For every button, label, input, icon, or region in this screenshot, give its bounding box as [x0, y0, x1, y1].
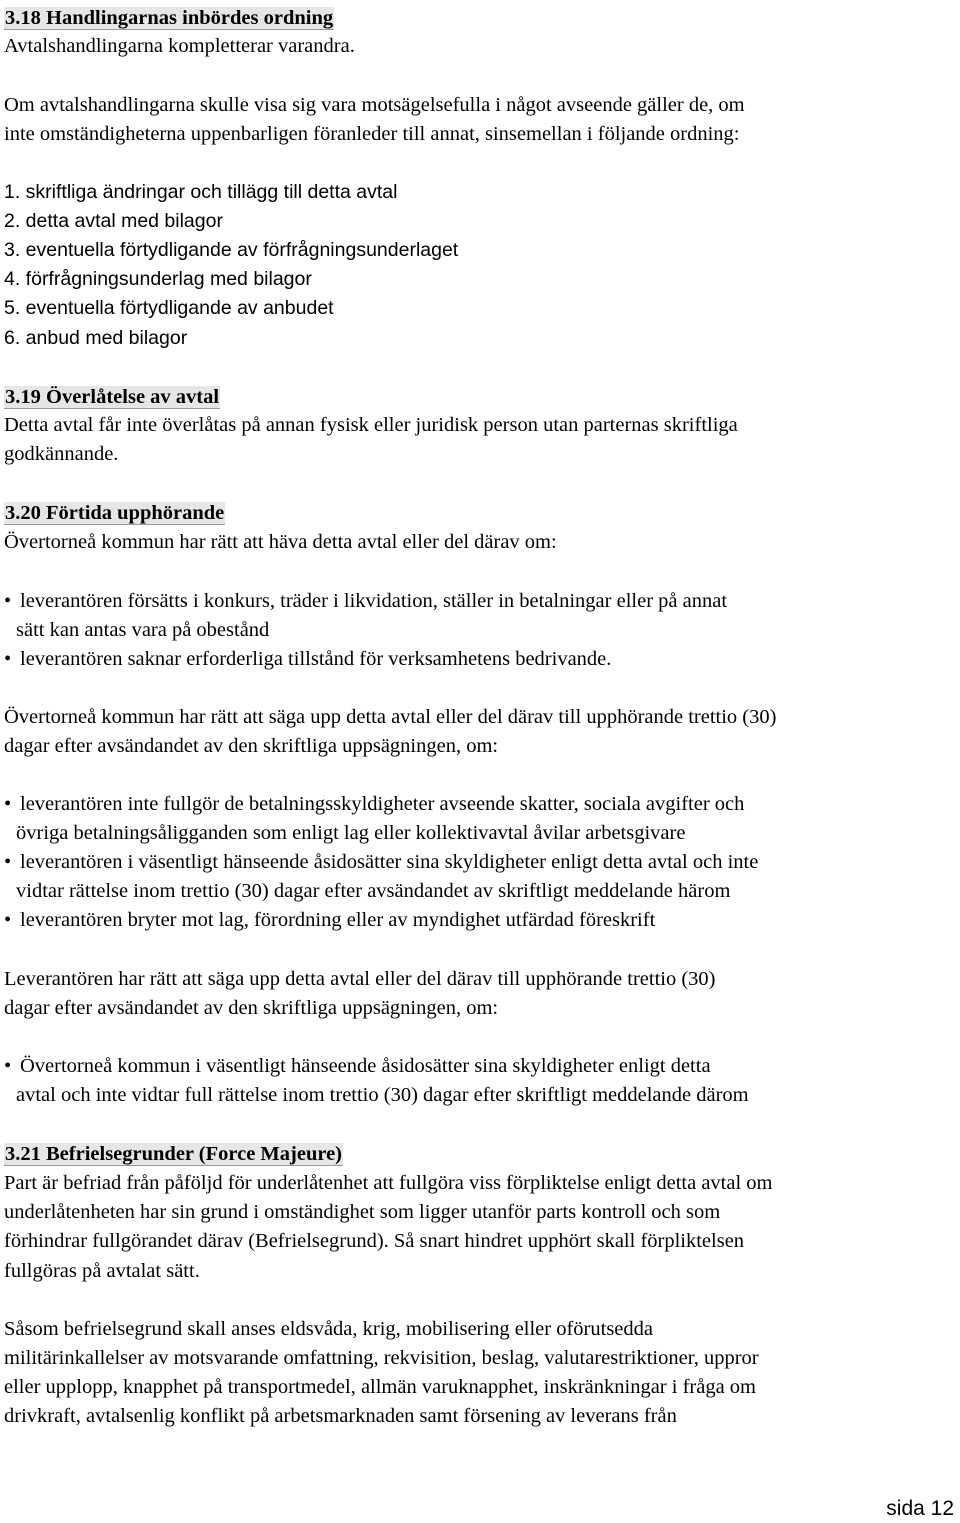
bullet-marker: • [4, 648, 12, 670]
bullet-marker: • [4, 909, 12, 931]
section-heading-3-18 [4, 6, 334, 31]
paragraph-line: Avtalshandlingarna kompletterar varandra. [4, 35, 355, 57]
section-heading-3-20 [4, 501, 225, 526]
bullet-item-continuation: sätt kan antas vara på obestånd [16, 619, 270, 641]
paragraph-line: eller upplopp, knapphet på transportmedel, allmän varuknapphet, inskränkningar i fråga om [4, 1376, 757, 1398]
paragraph-line: godkännande. [4, 443, 119, 465]
order-list-item: 1. skriftliga ändringar och tillägg till detta avtal [4, 181, 398, 203]
section-heading-text: 3.18 Handlingarnas inbördes ordning [5, 7, 334, 29]
paragraph-line: fullgöras på avtalat sätt. [4, 1260, 200, 1282]
section-heading-text: 3.21 Befrielsegrunder (Force Majeure) [5, 1143, 342, 1165]
paragraph-line: drivkraft, avtalsenlig konflikt på arbetsmarknaden samt försening av leverans från [4, 1405, 677, 1427]
paragraph-line: underlåtenheten har sin grund i omständighet som ligger utanför parts kontroll och som [4, 1201, 721, 1223]
paragraph-line: förhindrar fullgörandet därav (Befrielsegrund). Så snart hindret upphört skall förpliktelsen [4, 1230, 745, 1252]
bullet-item-line: leverantören bryter mot lag, förordning eller av myndighet utfärdad föreskrift [20, 909, 656, 931]
paragraph-line: Om avtalshandlingarna skulle visa sig vara motsägelsefulla i något avseende gäller de, om [4, 94, 745, 116]
bullet-item-continuation: övriga betalningsåligganden som enligt lag eller kollektivavtal åvilar arbetsgivare [16, 822, 686, 844]
bullet-item-continuation: vidtar rättelse inom trettio (30) dagar efter avsändandet av skriftligt meddelande härom [16, 880, 731, 902]
bullet-marker: • [4, 851, 12, 873]
order-list-item: 5. eventuella förtydligande av anbudet [4, 297, 334, 319]
order-list-item: 3. eventuella förtydligande av förfrågningsunderlaget [4, 239, 459, 261]
paragraph-line: Övertorneå kommun har rätt att häva detta avtal eller del därav om: [4, 531, 557, 553]
section-heading-3-21 [4, 1142, 343, 1167]
order-list-item: 6. anbud med bilagor [4, 327, 188, 349]
order-list-item: 4. förfrågningsunderlag med bilagor [4, 268, 312, 290]
paragraph-line: dagar efter avsändandet av den skriftliga uppsägningen, om: [4, 735, 499, 757]
paragraph-line: Övertorneå kommun har rätt att säga upp detta avtal eller del därav till upphörande trettio (30) [4, 706, 777, 728]
section-heading-3-19 [4, 385, 220, 410]
bullet-item-line: leverantören i väsentligt hänseende åsidosätter sina skyldigheter enligt detta avtal och inte [20, 851, 759, 873]
paragraph-line: inte omständigheterna uppenbarligen föranleder till annat, sinsemellan i följande ordning: [4, 123, 740, 145]
paragraph-line: militärinkallelser av motsvarande omfattning, rekvisition, beslag, valutarestriktioner, uppror [4, 1347, 759, 1369]
paragraph-line: dagar efter avsändandet av den skriftliga uppsägningen, om: [4, 997, 499, 1019]
paragraph-line: Part är befriad från påföljd för underlåtenhet att fullgöra viss förpliktelse enligt detta avtal om [4, 1172, 773, 1194]
bullet-item-continuation: avtal och inte vidtar full rättelse inom trettio (30) dagar efter skriftligt meddelande därom [16, 1084, 749, 1106]
bullet-item-line: Övertorneå kommun i väsentligt hänseende åsidosätter sina skyldigheter enligt detta [20, 1055, 711, 1077]
section-heading-text: 3.19 Överlåtelse av avtal [5, 386, 220, 408]
bullet-marker: • [4, 1055, 12, 1077]
bullet-marker: • [4, 793, 12, 815]
paragraph-line: Såsom befrielsegrund skall anses eldsvåda, krig, mobilisering eller oförutsedda [4, 1318, 654, 1340]
page-number: sida 12 [886, 1497, 954, 1520]
paragraph-line: Leverantören har rätt att säga upp detta avtal eller del därav till upphörande trettio (30) [4, 968, 716, 990]
bullet-item-line: leverantören försätts i konkurs, träder i likvidation, ställer in betalningar eller på annat [20, 590, 728, 612]
bullet-marker: • [4, 590, 12, 612]
order-list-item: 2. detta avtal med bilagor [4, 210, 223, 232]
paragraph-line: Detta avtal får inte överlåtas på annan fysisk eller juridisk person utan parternas skriftliga [4, 414, 738, 436]
section-heading-text: 3.20 Förtida upphörande [5, 502, 225, 524]
bullet-item-line: leverantören inte fullgör de betalningsskyldigheter avseende skatter, sociala avgifter och [20, 793, 745, 815]
bullet-item-line: leverantören saknar erforderliga tillstånd för verksamhetens bedrivande. [20, 648, 612, 670]
